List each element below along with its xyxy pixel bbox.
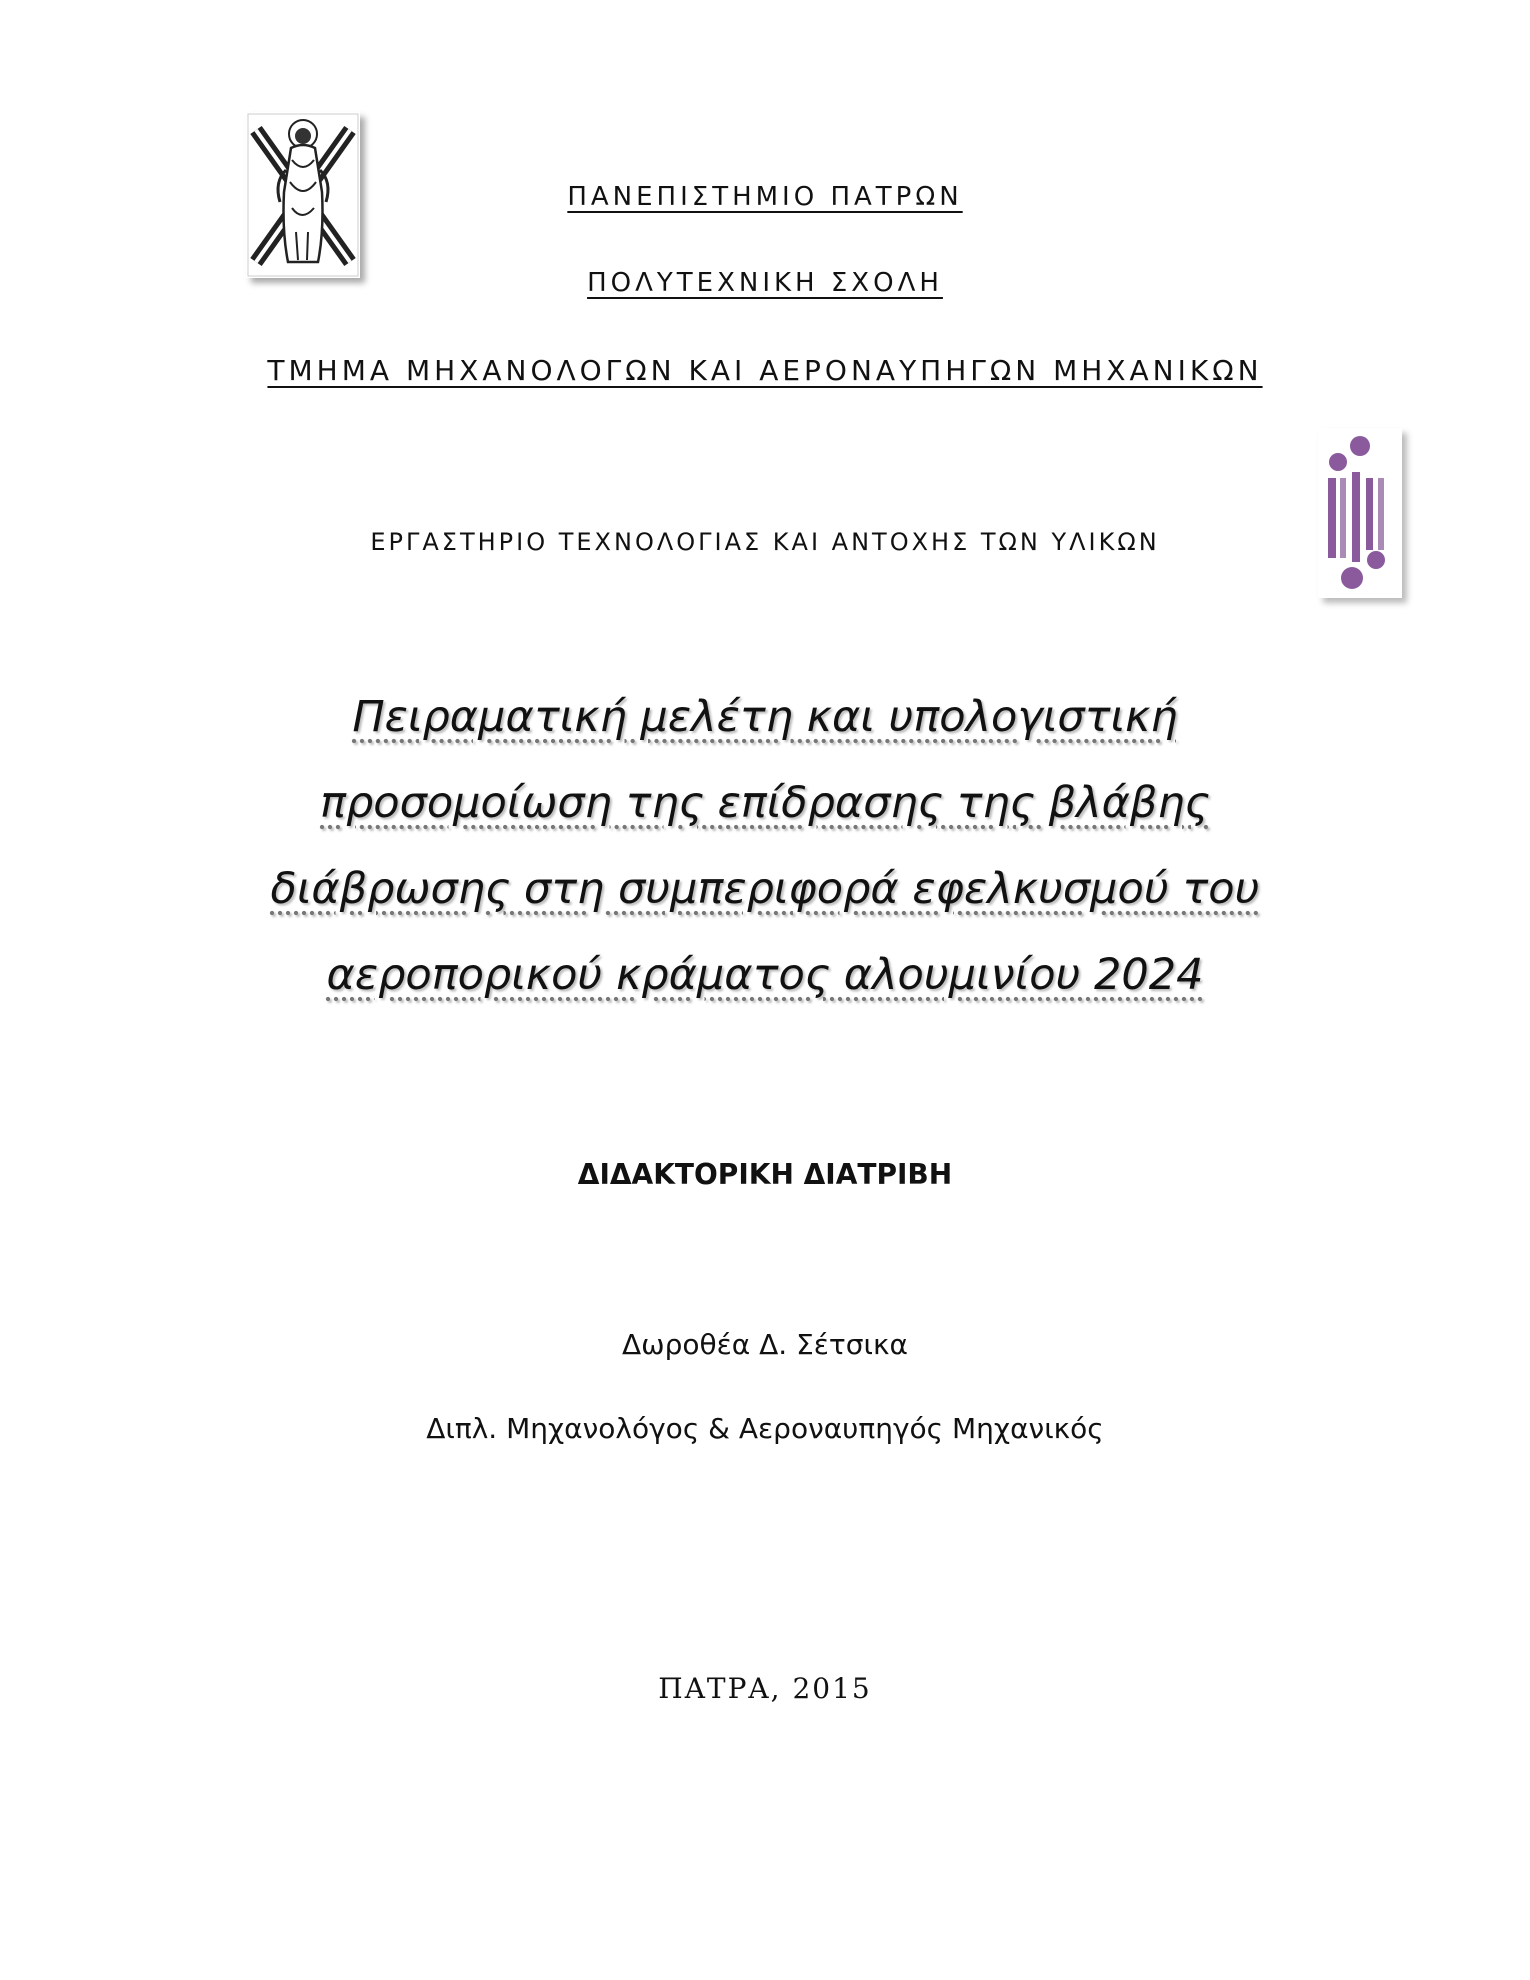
- school-name: ΠΟΛΥΤΕΧΝΙΚΗ ΣΧΟΛΗ: [587, 268, 943, 298]
- title-line-4: αεροπορικού κράματος αλουμινίου 2024: [326, 950, 1204, 1000]
- title-line-2: προσομοίωση της επίδρασης της βλάβης: [320, 778, 1210, 828]
- place-date: ΠΑΤΡΑ, 2015: [658, 1672, 872, 1705]
- author-name: Δωροθέα Δ. Σέτσικα: [622, 1328, 908, 1361]
- author-degree: Διπλ. Μηχανολόγος & Αεροναυπηγός Μηχανικός: [426, 1412, 1104, 1445]
- title-line-1: Πειραματική μελέτη και υπολογιστική: [352, 692, 1178, 742]
- laboratory-name: ΕΡΓΑΣΤΗΡΙΟ ΤΕΧΝΟΛΟΓΙΑΣ ΚΑΙ ΑΝΤΟΧΗΣ ΤΩΝ ΥΛΙΚΩΝ: [370, 528, 1160, 556]
- university-name: ΠΑΝΕΠΙΣΤΗΜΙΟ ΠΑΤΡΩΝ: [567, 182, 963, 212]
- title-line-3: διάβρωσης στη συμπεριφορά εφελκυσμού του: [270, 864, 1260, 914]
- laboratory-logo-icon: [1318, 428, 1402, 598]
- department-name: ΤΜΗΜΑ ΜΗΧΑΝΟΛΟΓΩΝ ΚΑΙ ΑΕΡΟΝΑΥΠΗΓΩΝ ΜΗΧΑΝΙΚΩΝ: [267, 354, 1263, 387]
- document-type: ΔΙΔΑΚΤΟΡΙΚΗ ΔΙΑΤΡΙΒΗ: [577, 1158, 953, 1191]
